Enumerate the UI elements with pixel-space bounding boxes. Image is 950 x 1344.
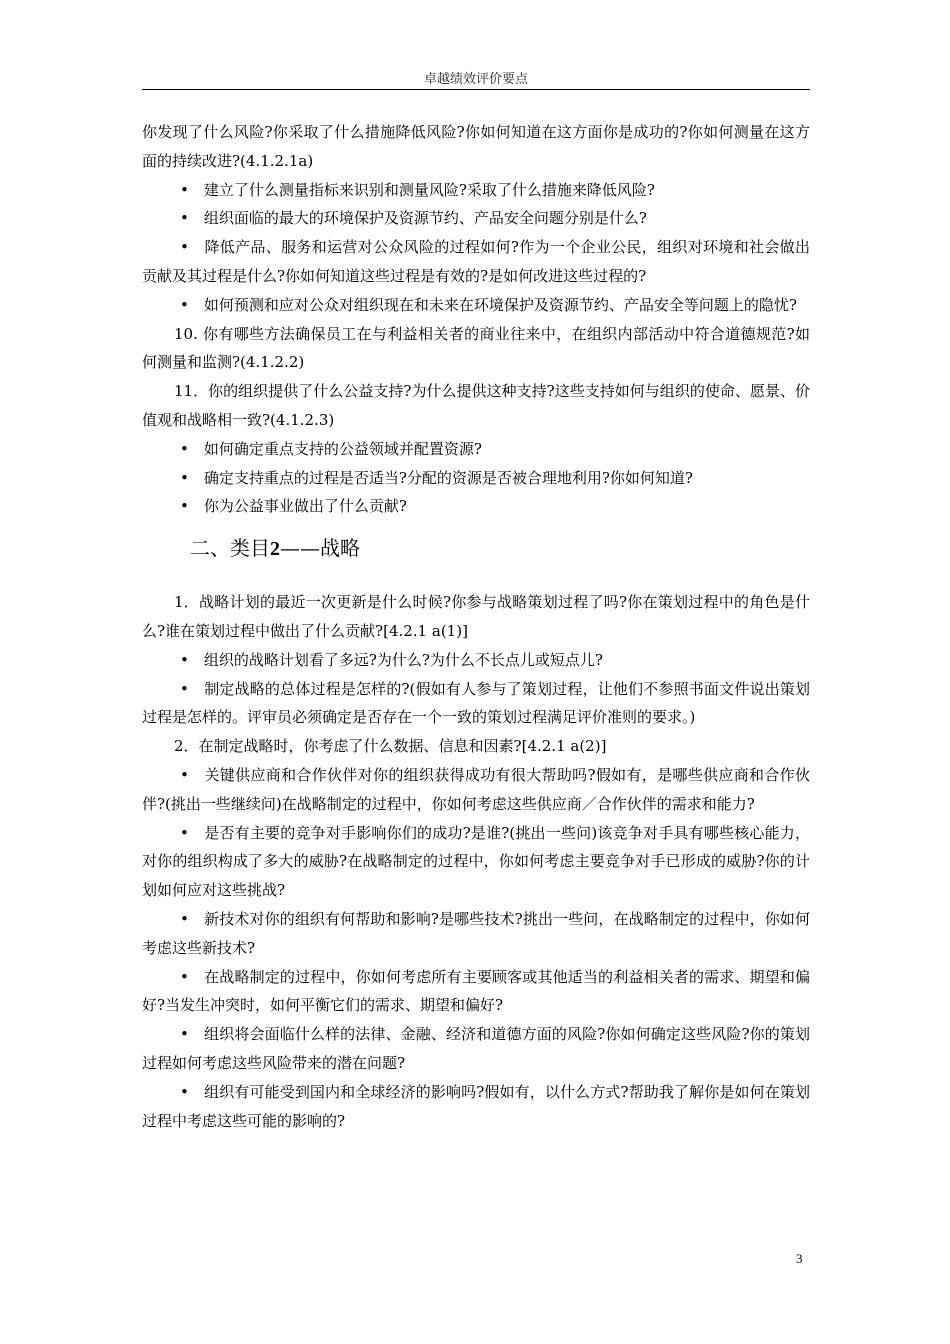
section-heading-prefix: 二、类目 — [190, 536, 270, 561]
paragraph: 你发现了什么风险?你采取了什么措施降低风险?你如何知道在这方面你是成功的?你如何测量在这方面的持续改进?(4.1.2.1a) — [142, 123, 810, 170]
page-header-title: 卓越绩效评价要点 — [423, 72, 528, 87]
paragraph-group-bottom — [142, 588, 810, 1135]
bullet-item: • 降低产品、服务和运营对公众风险的过程如何?作为一个企业公民，组织对环境和社会做出贡献及其过程是什么?你如何知道这些过程是有效的?是如何改进这些过程的? — [142, 238, 810, 285]
paragraph-group-top — [142, 118, 810, 521]
paragraph: 2．在制定战略时，你考虑了什么数据、信息和因素?[4.2.1 a(2)] — [174, 737, 607, 756]
bullet-item: • 新技术对你的组织有何帮助和影响?是哪些技术?挑出一些问，在战略制定的过程中，你如何考虑这些新技术? — [142, 909, 810, 957]
bullet-item: • 是否有主要的竞争对手影响你们的成功?是谁?(挑出一些问)该竞争对手具有哪些核心能力，对你的组织构成了多大的威胁?在战略制定的过程中，你如何考虑主要竞争对手已形成的威胁?你的计划如何应对这些挑战? — [142, 823, 810, 900]
page-number: 3 — [796, 1251, 803, 1266]
bullet-item: • 确定支持重点的过程是否适当?分配的资源是否被合理地利用?你如何知道? — [180, 468, 693, 487]
bullet-item: • 制定战略的总体过程是怎样的?(假如有人参与了策划过程，让他们不参照书面文件说出策划过程是怎样的。评审员必须确定是否存在一个一致的策划过程满足评价准则的要求。) — [142, 679, 810, 727]
bullet-item: • 在战略制定的过程中，你如何考虑所有主要顾客或其他适当的利益相关者的需求、期望和偏好?当发生冲突时，如何平衡它们的需求、期望和偏好? — [142, 967, 810, 1015]
bullet-item: • 如何预测和应对公众对组织现在和未来在环境保护及资源节约、产品安全等问题上的隐忧? — [180, 295, 797, 314]
section-heading-number: 2 — [270, 538, 280, 561]
paragraph: 11．你的组织提供了什么公益支持?为什么提供这种支持?这些支持如何与组织的使命、愿景、价值观和战略相一致?(4.1.2.3) — [142, 382, 810, 429]
paragraph: 1．战略计划的最近一次更新是什么时候?你参与战略策划过程了吗?你在策划过程中的角色是什么?谁在策划过程中做出了什么贡献?[4.2.1 a(1)] — [142, 593, 810, 640]
bullet-item: • 组织有可能受到国内和全球经济的影响吗?假如有，以什么方式?帮助我了解你是如何在策划过程中考虑这些可能的影响的? — [142, 1082, 810, 1130]
bullet-item: • 建立了什么测量指标来识别和测量风险?采取了什么措施来降低风险? — [180, 180, 655, 199]
bullet-item: • 如何确定重点支持的公益领域并配置资源? — [180, 439, 482, 458]
section-heading-suffix: ——战略 — [280, 536, 360, 561]
paragraph: 10. 你有哪些方法确保员工在与利益相关者的商业往来中，在组织内部活动中符合道德规范?如何测量和监测?(4.1.2.2) — [142, 324, 810, 372]
section-heading — [142, 535, 810, 562]
bullet-item: • 你为公益事业做出了什么贡献? — [180, 497, 407, 516]
header-divider — [142, 89, 810, 90]
document-body — [142, 118, 810, 1135]
bullet-item: • 关键供应商和合作伙伴对你的组织获得成功有很大帮助吗?假如有，是哪些供应商和合作伙伴?(挑出一些继续问)在战略制定的过程中，你如何考虑这些供应商／合作伙伴的需求和能力? — [142, 765, 810, 813]
bullet-item: • 组织的战略计划看了多远?为什么?为什么不长点儿或短点儿? — [180, 650, 603, 669]
bullet-item: • 组织面临的最大的环境保护及资源节约、产品安全问题分别是什么? — [180, 209, 647, 228]
bullet-item: • 组织将会面临什么样的法律、金融、经济和道德方面的风险?你如何确定这些风险?你的策划过程如何考虑这些风险带来的潜在问题? — [142, 1025, 810, 1072]
